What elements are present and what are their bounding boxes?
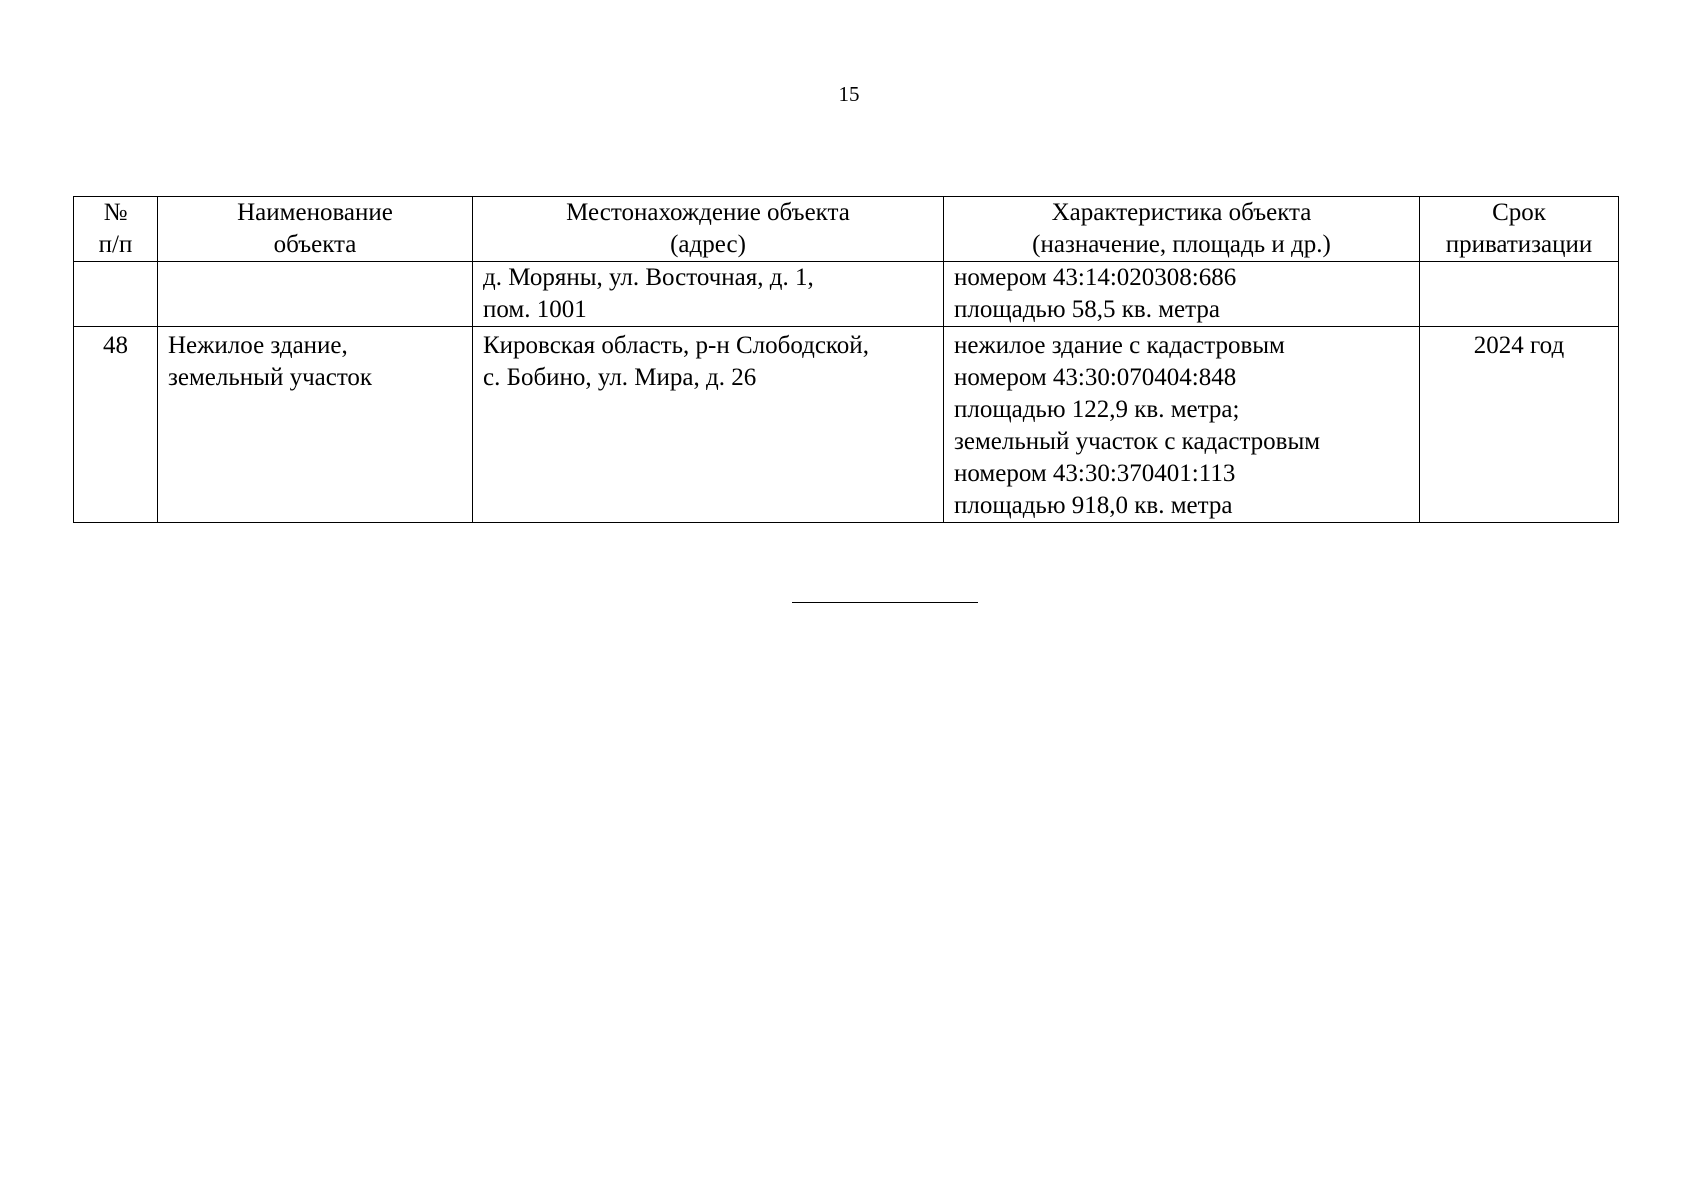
cell-name: Нежилое здание, земельный участок: [158, 327, 473, 523]
page-number: 15: [838, 82, 860, 106]
header-address: Местонахождение объекта (адрес): [473, 197, 944, 262]
cell-term: [1420, 262, 1619, 327]
header-num: № п/п: [74, 197, 158, 262]
header-characteristics: Характеристика объекта (назначение, площадь и др.): [944, 197, 1420, 262]
cell-term: 2024 год: [1420, 327, 1619, 523]
privatization-table: [73, 196, 1619, 523]
header-term: Срок приватизации: [1420, 197, 1619, 262]
cell-name: [158, 262, 473, 327]
cell-address: д. Моряны, ул. Восточная, д. 1, пом. 1001: [473, 262, 944, 327]
cell-num: 48: [74, 327, 158, 523]
cell-num: [74, 262, 158, 327]
end-of-document-rule: [792, 602, 978, 603]
cell-characteristics: нежилое здание с кадастровым номером 43:30:070404:848 площадью 122,9 кв. метра; земельный участок с кадастровым номером 43:30:370401:113 площадью 918,0 кв. метра: [944, 327, 1420, 523]
table-row: [74, 327, 1619, 523]
table-header-row: [74, 197, 1619, 262]
cell-characteristics: номером 43:14:020308:686 площадью 58,5 кв. метра: [944, 262, 1420, 327]
table-row: [74, 262, 1619, 327]
cell-address: Кировская область, р-н Слободской, с. Бобино, ул. Мира, д. 26: [473, 327, 944, 523]
header-name: Наименование объекта: [158, 197, 473, 262]
